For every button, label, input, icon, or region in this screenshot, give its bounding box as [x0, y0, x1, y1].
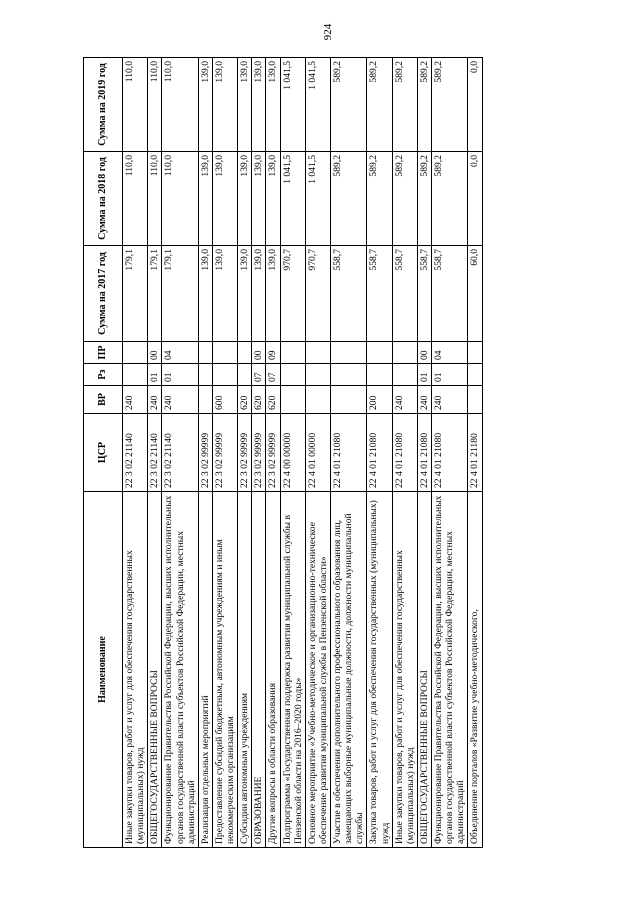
cell-sum-2018: 110,0 — [123, 152, 148, 246]
cell-sum-2019: 589,2 — [367, 58, 392, 152]
cell-vr: 240 — [392, 386, 417, 414]
cell-sum-2019: 589,2 — [392, 58, 417, 152]
cell-sum-2017: 139,0 — [266, 246, 280, 342]
cell-pr: 00 — [417, 342, 431, 364]
header-pr: ПР — [84, 342, 123, 364]
cell-sum-2018: 589,2 — [331, 152, 367, 246]
cell-name: Субсидии автономным учреждениям — [238, 492, 252, 848]
cell-sum-2018: 110,0 — [162, 152, 198, 246]
cell-rz: 01 — [432, 364, 468, 386]
header-sum-2019: Сумма на 2019 год — [84, 58, 123, 152]
cell-pr — [468, 342, 482, 364]
cell-pr — [392, 342, 417, 364]
table-row — [198, 58, 212, 848]
cell-sum-2019: 139,0 — [198, 58, 212, 152]
cell-sum-2018: 1 041,5 — [280, 152, 305, 246]
cell-name: Иные закупки товаров, работ и услуг для обеспечения государственных (муниципальных) нужд — [123, 492, 148, 848]
cell-sum-2018: 139,0 — [212, 152, 237, 246]
cell-csr: 22 3 02 99999 — [266, 414, 280, 492]
cell-vr: 240 — [148, 386, 162, 414]
cell-sum-2017: 179,1 — [123, 246, 148, 342]
table-header-row — [84, 58, 123, 848]
cell-sum-2017: 558,7 — [392, 246, 417, 342]
cell-sum-2019: 1 041,5 — [280, 58, 305, 152]
cell-pr — [212, 342, 237, 364]
table-row — [252, 58, 266, 848]
cell-rz — [468, 364, 482, 386]
cell-sum-2019: 139,0 — [266, 58, 280, 152]
cell-rz: 01 — [162, 364, 198, 386]
table-row — [162, 58, 198, 848]
cell-sum-2019: 110,0 — [123, 58, 148, 152]
cell-name: Другие вопросы в области образования — [266, 492, 280, 848]
cell-pr — [305, 342, 330, 364]
cell-vr: 620 — [238, 386, 252, 414]
cell-pr: 04 — [432, 342, 468, 364]
cell-sum-2019: 1 041,5 — [305, 58, 330, 152]
cell-name: Основное мероприятие «Учебно-методическое и организационно-техническое обеспечение развития муниципальной службы в Пензенской области» — [305, 492, 330, 848]
cell-sum-2017: 60,0 — [468, 246, 482, 342]
cell-sum-2018: 139,0 — [252, 152, 266, 246]
table-row — [280, 58, 305, 848]
table-row — [305, 58, 330, 848]
table-row — [367, 58, 392, 848]
cell-sum-2017: 139,0 — [238, 246, 252, 342]
cell-name: Функционирование Правительства Российской Федерации, высших исполнительных органов государственной власти субъектов Российской Федерации, местных администраций — [162, 492, 198, 848]
budget-table — [83, 57, 483, 848]
cell-rz — [331, 364, 367, 386]
cell-sum-2019: 589,2 — [331, 58, 367, 152]
cell-sum-2019: 0,0 — [468, 58, 482, 152]
cell-csr: 22 3 02 99999 — [252, 414, 266, 492]
table-body — [123, 58, 483, 848]
cell-csr: 22 3 02 99999 — [238, 414, 252, 492]
table-row — [148, 58, 162, 848]
cell-sum-2018: 139,0 — [198, 152, 212, 246]
cell-name: ОБРАЗОВАНИЕ — [252, 492, 266, 848]
cell-rz — [305, 364, 330, 386]
cell-sum-2019: 110,0 — [148, 58, 162, 152]
cell-sum-2018: 589,2 — [392, 152, 417, 246]
cell-sum-2017: 139,0 — [212, 246, 237, 342]
cell-csr: 22 4 01 21180 — [468, 414, 482, 492]
table-row — [331, 58, 367, 848]
cell-sum-2018: 589,2 — [367, 152, 392, 246]
cell-vr — [305, 386, 330, 414]
table-row — [417, 58, 431, 848]
table-row — [266, 58, 280, 848]
cell-sum-2017: 558,7 — [331, 246, 367, 342]
cell-sum-2019: 589,2 — [432, 58, 468, 152]
header-sum-2018: Сумма на 2018 год — [84, 152, 123, 246]
cell-rz — [280, 364, 305, 386]
cell-rz — [123, 364, 148, 386]
cell-vr — [468, 386, 482, 414]
cell-sum-2019: 589,2 — [417, 58, 431, 152]
cell-name: Реализация отдельных мероприятий — [198, 492, 212, 848]
cell-csr: 22 4 00 00000 — [280, 414, 305, 492]
cell-vr: 240 — [432, 386, 468, 414]
header-sum-2017: Сумма на 2017 год — [84, 246, 123, 342]
table-row — [212, 58, 237, 848]
cell-rz: 01 — [417, 364, 431, 386]
cell-rz — [238, 364, 252, 386]
cell-csr: 22 4 01 21080 — [392, 414, 417, 492]
cell-rz: 07 — [252, 364, 266, 386]
cell-csr: 22 3 02 99999 — [212, 414, 237, 492]
cell-sum-2018: 589,2 — [417, 152, 431, 246]
header-rz: Рз — [84, 364, 123, 386]
cell-sum-2018: 589,2 — [432, 152, 468, 246]
cell-sum-2018: 139,0 — [238, 152, 252, 246]
cell-vr: 240 — [162, 386, 198, 414]
cell-pr: 00 — [252, 342, 266, 364]
cell-vr: 240 — [123, 386, 148, 414]
cell-pr — [123, 342, 148, 364]
cell-name: Подпрограмма «Государственная поддержка развития муниципальной службы в Пензенской области на 2016–2020 годы» — [280, 492, 305, 848]
cell-vr — [331, 386, 367, 414]
cell-sum-2018: 1 041,5 — [305, 152, 330, 246]
cell-vr — [198, 386, 212, 414]
cell-name: Закупка товаров, работ и услуг для обеспечения государственных (муниципальных) нужд — [367, 492, 392, 848]
cell-csr: 22 4 01 21080 — [367, 414, 392, 492]
cell-sum-2017: 558,7 — [367, 246, 392, 342]
cell-pr: 04 — [162, 342, 198, 364]
cell-name: Участие в обеспечении дополнительного профессионального образования лиц, замещающих выборные муниципальные должности, должности муниципальной службы — [331, 492, 367, 848]
cell-csr: 22 4 01 00000 — [305, 414, 330, 492]
cell-vr: 600 — [212, 386, 237, 414]
cell-csr: 22 4 01 21080 — [331, 414, 367, 492]
cell-sum-2019: 110,0 — [162, 58, 198, 152]
header-csr: ЦСР — [84, 414, 123, 492]
cell-pr — [238, 342, 252, 364]
cell-pr: 09 — [266, 342, 280, 364]
page-number: 924 — [322, 23, 334, 41]
table-row — [392, 58, 417, 848]
cell-sum-2017: 139,0 — [198, 246, 212, 342]
rotated-page — [83, 58, 573, 848]
cell-sum-2017: 139,0 — [252, 246, 266, 342]
cell-sum-2017: 179,1 — [148, 246, 162, 342]
cell-sum-2019: 139,0 — [238, 58, 252, 152]
cell-rz — [198, 364, 212, 386]
cell-pr: 00 — [148, 342, 162, 364]
cell-sum-2017: 558,7 — [432, 246, 468, 342]
cell-vr: 620 — [252, 386, 266, 414]
cell-sum-2017: 970,7 — [305, 246, 330, 342]
cell-pr — [367, 342, 392, 364]
cell-csr: 22 3 02 21140 — [123, 414, 148, 492]
table-row — [432, 58, 468, 848]
cell-pr — [198, 342, 212, 364]
cell-csr: 22 3 02 99999 — [198, 414, 212, 492]
cell-sum-2019: 139,0 — [252, 58, 266, 152]
cell-csr: 22 4 01 21080 — [417, 414, 431, 492]
cell-rz — [212, 364, 237, 386]
cell-name: Объединение порталов «Развитие учебно-методического, — [468, 492, 482, 848]
cell-sum-2018: 0,0 — [468, 152, 482, 246]
cell-sum-2017: 558,7 — [417, 246, 431, 342]
cell-csr: 22 3 02 21140 — [148, 414, 162, 492]
cell-sum-2018: 139,0 — [266, 152, 280, 246]
header-vr: ВР — [84, 386, 123, 414]
table-row — [238, 58, 252, 848]
cell-csr: 22 3 02 21140 — [162, 414, 198, 492]
cell-sum-2017: 179,1 — [162, 246, 198, 342]
cell-pr — [280, 342, 305, 364]
cell-csr: 22 4 01 21080 — [432, 414, 468, 492]
cell-name: Иные закупки товаров, работ и услуг для обеспечения государственных (муниципальных) нужд — [392, 492, 417, 848]
cell-rz: 07 — [266, 364, 280, 386]
cell-sum-2017: 970,7 — [280, 246, 305, 342]
cell-name: ОБЩЕГОСУДАРСТВЕННЫЕ ВОПРОСЫ — [417, 492, 431, 848]
cell-vr: 200 — [367, 386, 392, 414]
cell-vr: 240 — [417, 386, 431, 414]
table-row — [468, 58, 482, 848]
cell-pr — [331, 342, 367, 364]
cell-name: ОБЩЕГОСУДАРСТВЕННЫЕ ВОПРОСЫ — [148, 492, 162, 848]
header-name: Наименование — [84, 492, 123, 848]
cell-name: Предоставление субсидий бюджетным, автономным учреждениям и иным некоммерческим организациям — [212, 492, 237, 848]
cell-rz — [392, 364, 417, 386]
cell-rz: 01 — [148, 364, 162, 386]
cell-name: Функционирование Правительства Российской Федерации, высших исполнительных органов государственной власти субъектов Российской Федерации, местных администраций — [432, 492, 468, 848]
cell-sum-2019: 139,0 — [212, 58, 237, 152]
table-row — [123, 58, 148, 848]
cell-sum-2018: 110,0 — [148, 152, 162, 246]
cell-rz — [367, 364, 392, 386]
cell-vr: 620 — [266, 386, 280, 414]
cell-vr — [280, 386, 305, 414]
